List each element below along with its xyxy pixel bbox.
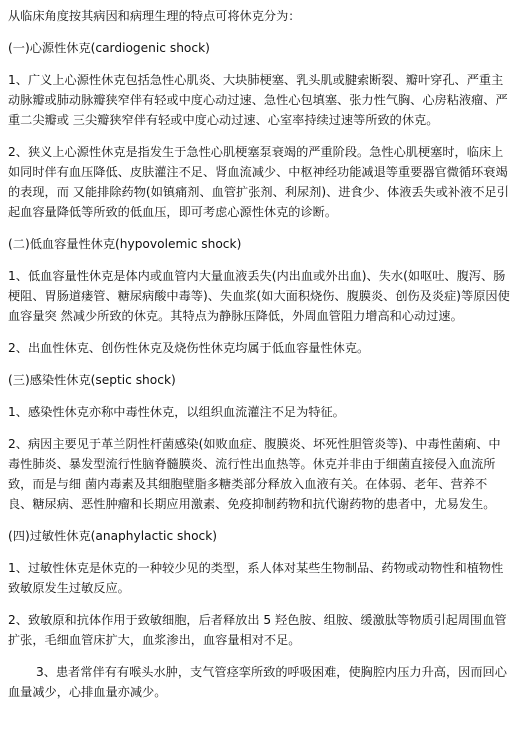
paragraph-hypovolemic-2: 2、出血性休克、创伤性休克及烧伤性休克均属于低血容量性休克。 (8, 341, 370, 355)
paragraph-anaphylactic-2: 2、致敏原和抗体作用于致敏细胞，后者释放出 5 羟色胺、组胺、缓激肽等物质引起周围血管扩张，毛细血管床扩大，血浆渗出，血容量相对不足。 (8, 613, 507, 647)
section-heading-septic: (三)感染性休克(septic shock) (8, 373, 176, 387)
paragraph-anaphylactic-3: 3、患者常伴有有喉头水肿，支气管痉挛所致的呼吸困难，使胸腔内压力升高，因而回心血量减少，心排血量亦减少。 (8, 665, 507, 699)
paragraph-cardiogenic-1: 1、广义上心源性休克包括急性心肌炎、大块肺梗塞、乳头肌或腱索断裂、瓣叶穿孔、严重主动脉瓣或肺动脉瓣狭窄伴有轻或中度心动过速、急性心包填塞、张力性气胸、心房粘液瘤、严重二尖瓣或 三尖瓣狭窄伴有轻或中度心动过速、心室率持续过速等所致的休克。 (8, 73, 508, 127)
intro-text: 从临床角度按其病因和病理生理的特点可将休克分为： (8, 9, 301, 23)
section-heading-anaphylactic: (四)过敏性休克(anaphylactic shock) (8, 529, 218, 543)
paragraph-septic-2: 2、病因主要见于革兰阴性杆菌感染(如败血症、腹膜炎、坏死性胆管炎等)、中毒性菌痢、中毒性肺炎、暴发型流行性脑脊髓膜炎、流行性出血热等。休克并非由于细菌直接侵入血流所致，而是与细 菌内毒素及其细胞壁脂多糖类部分释放入血液有关。在体弱、老年、营养不良、糖尿病、恶性肿瘤和长期应用激素、免疫抑制药物和抗代谢药物的患者中，尤易发生。 (8, 437, 501, 511)
section-heading-hypovolemic: (二)低血容量性休克(hypovolemic shock) (8, 237, 242, 251)
paragraph-anaphylactic-1: 1、过敏性休克是休克的一种较少见的类型，系人体对某些生物制品、药物或动物性和植物性致敏原发生过敏反应。 (8, 561, 504, 595)
paragraph-hypovolemic-1: 1、低血容量性休克是体内或血管内大量血液丢失(内出血或外出血)、失水(如呕吐、腹泻、肠梗阻、胃肠道瘘管、糖尿病酸中毒等)、失血浆(如大面积烧伤、腹膜炎、创伤及炎症)等原因使血容量突 然减少所致的休克。其特点为静脉压降低，外周血管阻力增高和心动过速。 (8, 269, 510, 323)
section-heading-cardiogenic: (一)心源性休克(cardiogenic shock) (8, 41, 210, 55)
paragraph-cardiogenic-2: 2、狭义上心源性休克是指发生于急性心肌梗塞泵衰竭的严重阶段。急性心肌梗塞时，临床上如同时伴有血压降低、皮肤灌注不足、肾血流减少、中枢神经功能减退等重要器官微循环衰竭的表现，而 又能排除药物(如镇痛剂、血管扩张剂、利尿剂)、进食少、体液丢失或补液不足引起血容量降低等所致的低血压，即可考虑心源性休克的诊断。 (8, 145, 509, 219)
paragraph-septic-1: 1、感染性休克亦称中毒性休克，以组织血流灌注不足为特征。 (8, 405, 345, 419)
